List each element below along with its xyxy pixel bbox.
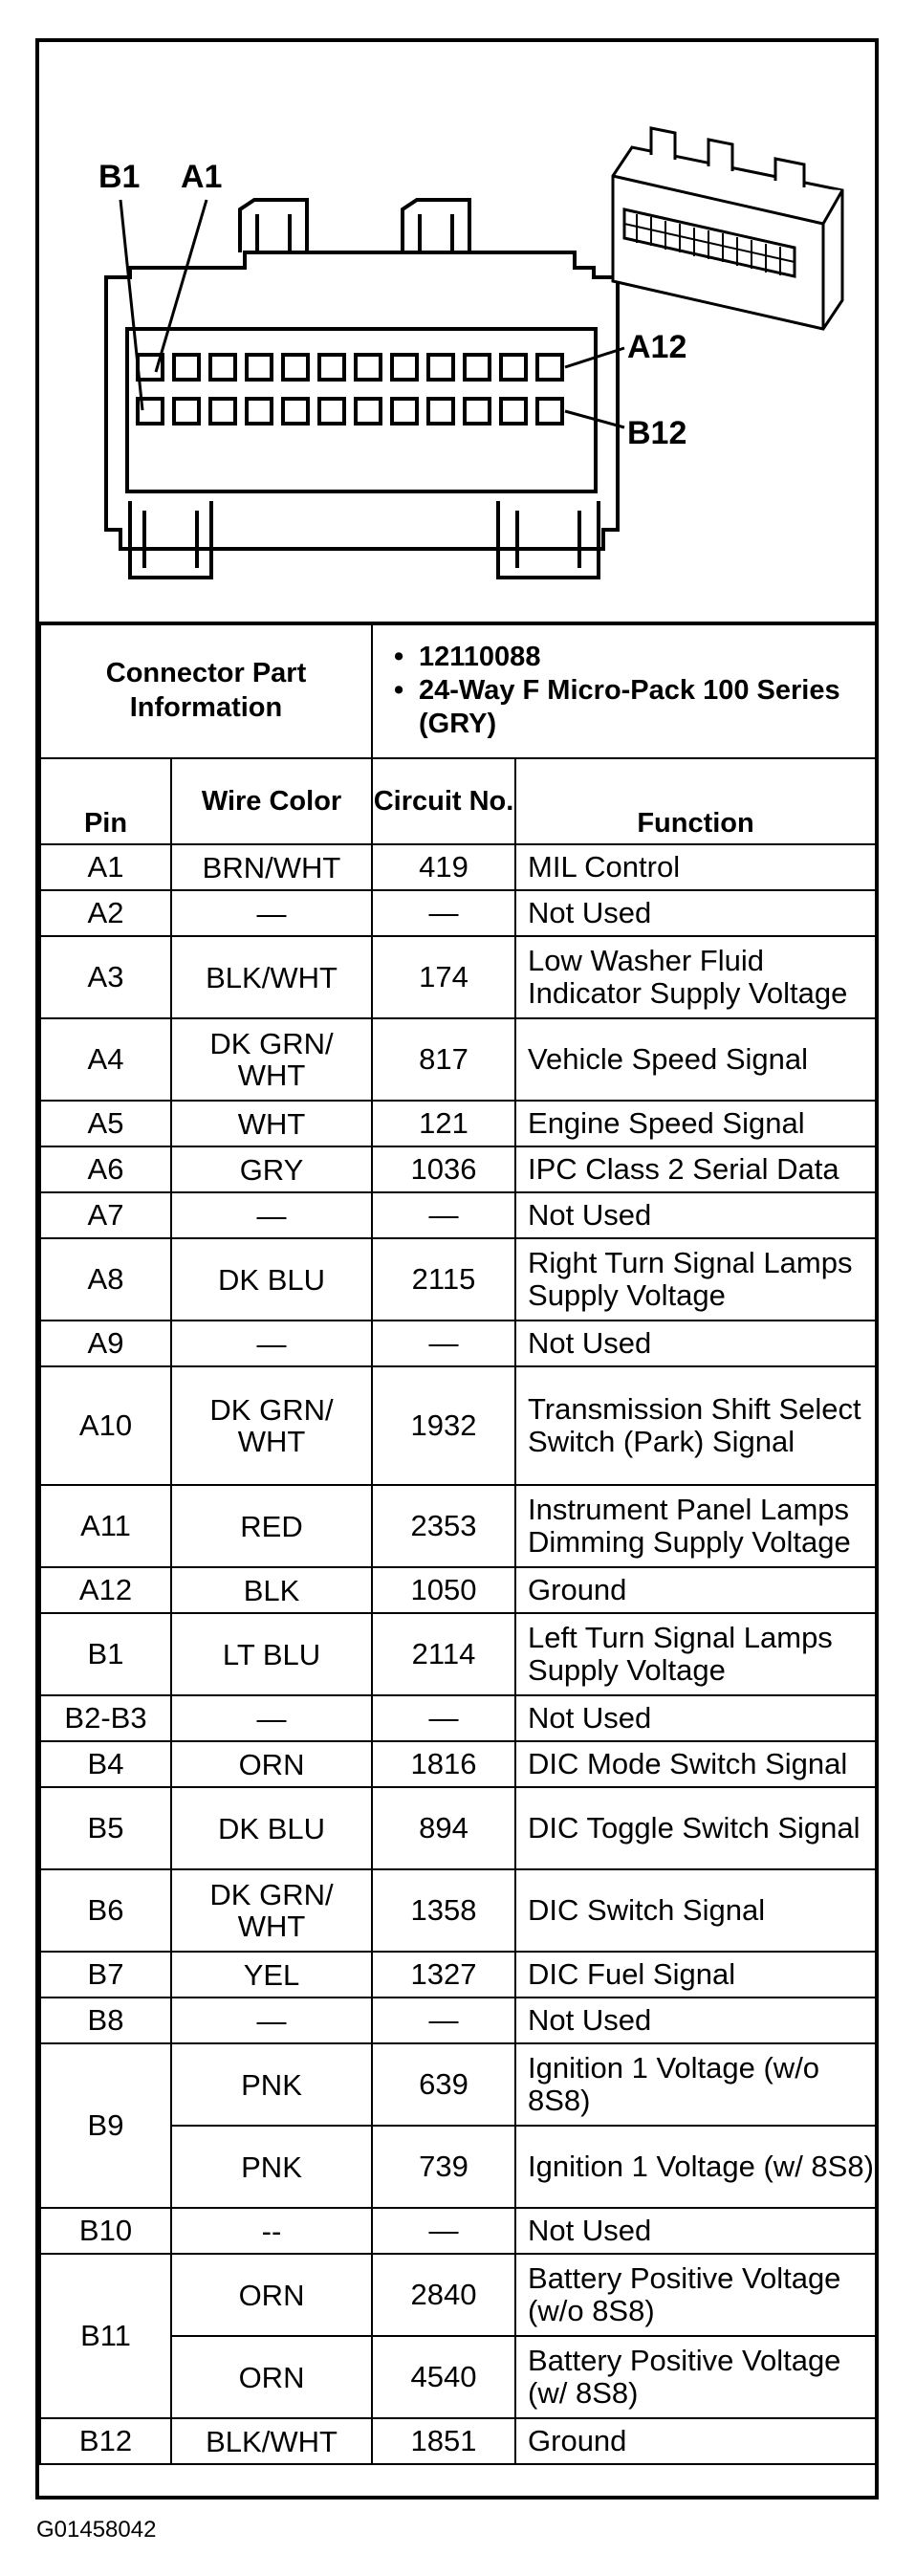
label-a12: A12 bbox=[627, 329, 687, 365]
pinout-table bbox=[39, 622, 877, 2465]
table-row bbox=[40, 1101, 876, 1146]
wire-color-cell: — bbox=[171, 1192, 372, 1238]
connector-info-title-cell bbox=[40, 622, 372, 758]
wire-color-cell: ORN bbox=[171, 2254, 372, 2336]
pin-cell: A5 bbox=[40, 1101, 171, 1146]
function-cell: Not Used bbox=[515, 1321, 876, 1366]
function-cell: Ground bbox=[515, 1567, 876, 1613]
table-row bbox=[40, 1997, 876, 2043]
wire-color-cell: — bbox=[171, 1321, 372, 1366]
header-wire-color: Wire Color bbox=[171, 758, 372, 844]
circuit-cell: 2114 bbox=[372, 1613, 515, 1695]
part-number: • 12110088 bbox=[394, 641, 875, 674]
wire-color-cell: DK GRN/ WHT bbox=[171, 1018, 372, 1101]
pin-cell: A2 bbox=[40, 890, 171, 936]
circuit-cell: 817 bbox=[372, 1018, 515, 1101]
wire-color-cell: ORN bbox=[171, 2336, 372, 2418]
circuit-cell: 639 bbox=[372, 2043, 515, 2126]
function-cell: MIL Control bbox=[515, 844, 876, 890]
table-row bbox=[40, 1238, 876, 1321]
function-cell: Engine Speed Signal bbox=[515, 1101, 876, 1146]
pin-cell: B2-B3 bbox=[40, 1695, 171, 1741]
function-cell: Battery Positive Voltage (w/ 8S8) bbox=[515, 2336, 876, 2418]
function-cell: Not Used bbox=[515, 890, 876, 936]
table-row bbox=[40, 890, 876, 936]
circuit-cell: 419 bbox=[372, 844, 515, 890]
table-row bbox=[40, 1741, 876, 1787]
function-cell: Not Used bbox=[515, 1997, 876, 2043]
wire-color-cell: WHT bbox=[171, 1101, 372, 1146]
pin-cell: B4 bbox=[40, 1741, 171, 1787]
circuit-cell: 1851 bbox=[372, 2418, 515, 2464]
wire-color-cell: YEL bbox=[171, 1952, 372, 1997]
wire-color-cell: BLK bbox=[171, 1567, 372, 1613]
pin-cell: A1 bbox=[40, 844, 171, 890]
table-row bbox=[40, 1146, 876, 1192]
connector-document bbox=[35, 38, 879, 2500]
wire-color-cell: GRY bbox=[171, 1146, 372, 1192]
table-row bbox=[40, 2208, 876, 2254]
function-cell: Ignition 1 Voltage (w/ 8S8) bbox=[515, 2126, 876, 2208]
pin-cell: B6 bbox=[40, 1869, 171, 1952]
connector-description: • 24-Way F Micro-Pack 100 Series (GRY) bbox=[394, 674, 875, 741]
pin-cell: B9 bbox=[40, 2043, 171, 2208]
circuit-cell: 2840 bbox=[372, 2254, 515, 2336]
pin-cell: A7 bbox=[40, 1192, 171, 1238]
label-a1: A1 bbox=[181, 159, 223, 195]
circuit-cell: 1036 bbox=[372, 1146, 515, 1192]
label-b12: B12 bbox=[627, 415, 687, 451]
connector-info-details-cell bbox=[372, 622, 876, 758]
table-row bbox=[40, 1613, 876, 1695]
wire-color-cell: — bbox=[171, 1997, 372, 2043]
function-cell: Battery Positive Voltage (w/o 8S8) bbox=[515, 2254, 876, 2336]
wire-color-cell: — bbox=[171, 1695, 372, 1741]
circuit-cell: — bbox=[372, 890, 515, 936]
wire-color-cell: PNK bbox=[171, 2043, 372, 2126]
pin-cell: A4 bbox=[40, 1018, 171, 1101]
circuit-cell: 4540 bbox=[372, 2336, 515, 2418]
table-row bbox=[40, 1567, 876, 1613]
table-row bbox=[40, 1787, 876, 1869]
table-row bbox=[40, 1869, 876, 1952]
header-pin: Pin bbox=[40, 758, 171, 844]
circuit-cell: 1932 bbox=[372, 1366, 515, 1485]
circuit-cell: — bbox=[372, 2208, 515, 2254]
circuit-cell: 2115 bbox=[372, 1238, 515, 1321]
table-row bbox=[40, 1485, 876, 1567]
function-cell: Not Used bbox=[515, 2208, 876, 2254]
function-cell: Instrument Panel Lamps Dimming Supply Voltage bbox=[515, 1485, 876, 1567]
function-cell: Low Washer Fluid Indicator Supply Voltage bbox=[515, 936, 876, 1018]
wire-color-cell: DK GRN/ WHT bbox=[171, 1869, 372, 1952]
function-cell: Left Turn Signal Lamps Supply Voltage bbox=[515, 1613, 876, 1695]
function-cell: Right Turn Signal Lamps Supply Voltage bbox=[515, 1238, 876, 1321]
wire-color-cell: BLK/WHT bbox=[171, 936, 372, 1018]
circuit-cell: 1358 bbox=[372, 1869, 515, 1952]
pin-cell: A9 bbox=[40, 1321, 171, 1366]
circuit-cell: — bbox=[372, 1321, 515, 1366]
pin-cell: B8 bbox=[40, 1997, 171, 2043]
circuit-cell: 121 bbox=[372, 1101, 515, 1146]
table-row bbox=[40, 1695, 876, 1741]
label-b1: B1 bbox=[98, 159, 141, 195]
wire-color-cell: PNK bbox=[171, 2126, 372, 2208]
circuit-cell: 2353 bbox=[372, 1485, 515, 1567]
header-function: Function bbox=[515, 758, 876, 844]
circuit-cell: — bbox=[372, 1695, 515, 1741]
wire-color-cell: — bbox=[171, 890, 372, 936]
function-cell: Ignition 1 Voltage (w/o 8S8) bbox=[515, 2043, 876, 2126]
pin-cell: A8 bbox=[40, 1238, 171, 1321]
header-circuit-no: Circuit No. bbox=[372, 758, 515, 844]
pin-cell: A11 bbox=[40, 1485, 171, 1567]
connector-info-title: Connector Part Information bbox=[105, 658, 307, 723]
connector-3d-view bbox=[613, 128, 842, 329]
table-row bbox=[40, 936, 876, 1018]
wire-color-cell: ORN bbox=[171, 1741, 372, 1787]
pin-cell: B10 bbox=[40, 2208, 171, 2254]
function-cell: Ground bbox=[515, 2418, 876, 2464]
wire-color-cell: BRN/WHT bbox=[171, 844, 372, 890]
table-row bbox=[40, 2043, 876, 2126]
table-row bbox=[40, 1366, 876, 1485]
pin-cell: A12 bbox=[40, 1567, 171, 1613]
wire-color-cell: LT BLU bbox=[171, 1613, 372, 1695]
wire-color-cell: DK GRN/ WHT bbox=[171, 1366, 372, 1485]
function-cell: DIC Fuel Signal bbox=[515, 1952, 876, 1997]
pin-cell: A6 bbox=[40, 1146, 171, 1192]
table-row bbox=[40, 1192, 876, 1238]
circuit-cell: 1327 bbox=[372, 1952, 515, 1997]
pin-cell: B7 bbox=[40, 1952, 171, 1997]
wire-color-cell: RED bbox=[171, 1485, 372, 1567]
pin-cell: B11 bbox=[40, 2254, 171, 2418]
function-cell: DIC Toggle Switch Signal bbox=[515, 1787, 876, 1869]
connector-face-drawing bbox=[39, 42, 875, 622]
wire-color-cell: DK BLU bbox=[171, 1787, 372, 1869]
function-cell: DIC Switch Signal bbox=[515, 1869, 876, 1952]
function-cell: DIC Mode Switch Signal bbox=[515, 1741, 876, 1787]
pin-cell: B12 bbox=[40, 2418, 171, 2464]
pin-cell: B1 bbox=[40, 1613, 171, 1695]
connector-diagram bbox=[39, 42, 875, 625]
figure-id: G01458042 bbox=[36, 2517, 157, 2543]
table-row bbox=[40, 844, 876, 890]
table-row bbox=[40, 1321, 876, 1366]
circuit-cell: — bbox=[372, 1997, 515, 2043]
wire-color-cell: -- bbox=[171, 2208, 372, 2254]
table-row bbox=[40, 2254, 876, 2336]
wire-color-cell: DK BLU bbox=[171, 1238, 372, 1321]
circuit-cell: 1816 bbox=[372, 1741, 515, 1787]
pin-cell: B5 bbox=[40, 1787, 171, 1869]
circuit-cell: 174 bbox=[372, 936, 515, 1018]
circuit-cell: 1050 bbox=[372, 1567, 515, 1613]
pin-cell: A3 bbox=[40, 936, 171, 1018]
table-row bbox=[40, 1952, 876, 1997]
table-row bbox=[40, 2418, 876, 2464]
circuit-cell: — bbox=[372, 1192, 515, 1238]
function-cell: Transmission Shift Select Switch (Park) Signal bbox=[515, 1366, 876, 1485]
wire-color-cell: BLK/WHT bbox=[171, 2418, 372, 2464]
circuit-cell: 894 bbox=[372, 1787, 515, 1869]
function-cell: Vehicle Speed Signal bbox=[515, 1018, 876, 1101]
circuit-cell: 739 bbox=[372, 2126, 515, 2208]
function-cell: Not Used bbox=[515, 1695, 876, 1741]
function-cell: IPC Class 2 Serial Data bbox=[515, 1146, 876, 1192]
function-cell: Not Used bbox=[515, 1192, 876, 1238]
pin-cell: A10 bbox=[40, 1366, 171, 1485]
table-row bbox=[40, 1018, 876, 1101]
